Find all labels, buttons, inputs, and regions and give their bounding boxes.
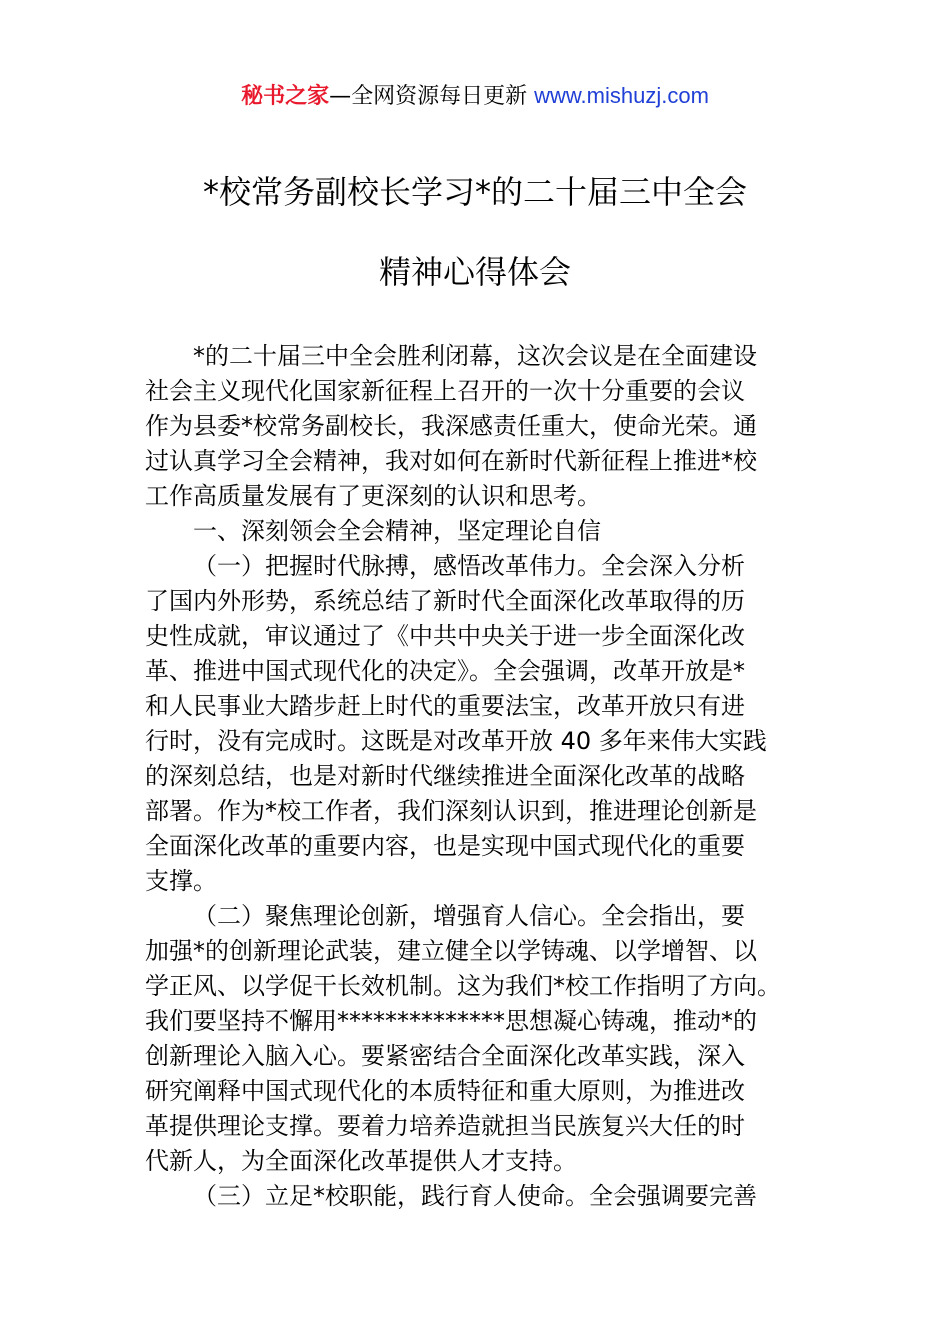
body-line: 工作高质量发展有了更深刻的认识和思考。 bbox=[145, 482, 601, 510]
section-heading: 一、深刻领会全会精神，坚定理论自信 bbox=[193, 517, 601, 545]
body-line: 史性成就，审议通过了《中共中央关于进一步全面深化改 bbox=[145, 622, 745, 650]
brand-name: 秘书之家 bbox=[241, 84, 330, 109]
site-slogan: —全网资源每日更新 bbox=[329, 84, 535, 109]
body-line: 作为县委*校常务副校长，我深感责任重大，使命光荣。通 bbox=[145, 412, 757, 440]
body-line: 行时，没有完成时。这既是对改革开放 40 多年来伟大实践 bbox=[145, 727, 767, 755]
body-line: 代新人，为全面深化改革提供人才支持。 bbox=[145, 1147, 577, 1175]
body-line: *的二十届三中全会胜利闭幕，这次会议是在全面建设 bbox=[193, 342, 757, 370]
body-line: 了国内外形势，系统总结了新时代全面深化改革取得的历 bbox=[145, 587, 745, 615]
body-line: 和人民事业大踏步赶上时代的重要法宝，改革开放只有进 bbox=[145, 692, 745, 720]
body-line: （三）立足*校职能，践行育人使命。全会强调要完善 bbox=[193, 1182, 757, 1210]
body-line: 革、推进中国式现代化的决定》。全会强调，改革开放是* bbox=[145, 657, 745, 685]
body-line: 社会主义现代化国家新征程上召开的一次十分重要的会议 bbox=[145, 377, 745, 405]
body-line: 研究阐释中国式现代化的本质特征和重大原则，为推进改 bbox=[145, 1077, 745, 1105]
document-title bbox=[0, 152, 950, 312]
body-line: 创新理论入脑入心。要紧密结合全面深化改革实践，深入 bbox=[145, 1042, 745, 1070]
site-url-link[interactable]: www.mishuzj.com bbox=[534, 83, 709, 108]
body-line: 我们要坚持不懈用**************思想凝心铸魂，推动*的 bbox=[145, 1007, 757, 1035]
body-line: 支撑。 bbox=[145, 867, 217, 895]
body-line: 学正风、以学促干长效机制。这为我们*校工作指明了方向。 bbox=[145, 972, 781, 1000]
body-line: 过认真学习全会精神，我对如何在新时代新征程上推进*校 bbox=[145, 447, 757, 475]
document-body bbox=[145, 339, 805, 1214]
body-line: 革提供理论支撑。要着力培养造就担当民族复兴大任的时 bbox=[145, 1112, 745, 1140]
body-line: （二）聚焦理论创新，增强育人信心。全会指出，要 bbox=[193, 902, 745, 930]
body-line: 部署。作为*校工作者，我们深刻认识到，推进理论创新是 bbox=[145, 797, 757, 825]
body-line: 全面深化改革的重要内容，也是实现中国式现代化的重要 bbox=[145, 832, 745, 860]
site-header bbox=[0, 80, 950, 113]
body-line: 加强*的创新理论武装，建立健全以学铸魂、以学增智、以 bbox=[145, 937, 757, 965]
body-line: （一）把握时代脉搏，感悟改革伟力。全会深入分析 bbox=[193, 552, 745, 580]
title-line-1: *校常务副校长学习*的二十届三中全会 bbox=[202, 173, 747, 211]
body-line: 的深刻总结，也是对新时代继续推进全面深化改革的战略 bbox=[145, 762, 745, 790]
title-line-2: 精神心得体会 bbox=[378, 253, 571, 291]
